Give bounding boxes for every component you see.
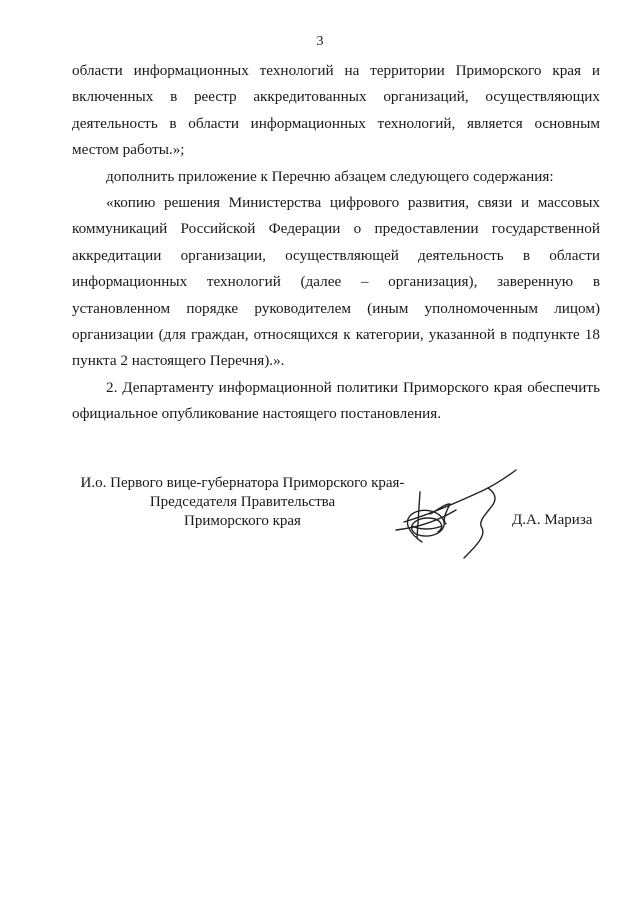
- signatory-name: Д.А. Мариза: [512, 512, 593, 528]
- signatory-title: [70, 474, 415, 531]
- paragraph-amendment-intro: дополнить приложение к Перечню абзацем следующего содержания:: [106, 167, 554, 185]
- document-body: [72, 58, 600, 428]
- paragraph-item-2: 2. Департаменту информационной политики Приморского края обеспечить официальное опубликование настоящего постановления.: [72, 378, 600, 423]
- signatory-title-line: Приморского края: [184, 513, 301, 529]
- paragraph-amendment-text: «копию решения Министерства цифрового развития, связи и массовых коммуникаций Российской Федерации о предоставлении государственной аккредитации организации, осуществляющей деятельность в области информационных технологий (далее – организация), заверенную в установленном порядке руководителем (иным уполномоченным лицом) организации (для граждан, относящихся к категории, указанной в подпункте 18 пункта 2 настоящего Перечня).».: [72, 194, 600, 370]
- handwritten-signature: [384, 464, 524, 564]
- page-number: 3: [316, 34, 324, 49]
- signatory-title-line: Председателя Правительства: [149, 494, 336, 510]
- signatory-title-line: И.о. Первого вице-губернатора Приморского края-: [80, 475, 405, 491]
- paragraph-continuation: области информационных технологий на территории Приморского края и включенных в реестр аккредитованных организаций, осуществляющих деятельность в области информационных технологий, является основным местом работы.»;: [72, 62, 600, 159]
